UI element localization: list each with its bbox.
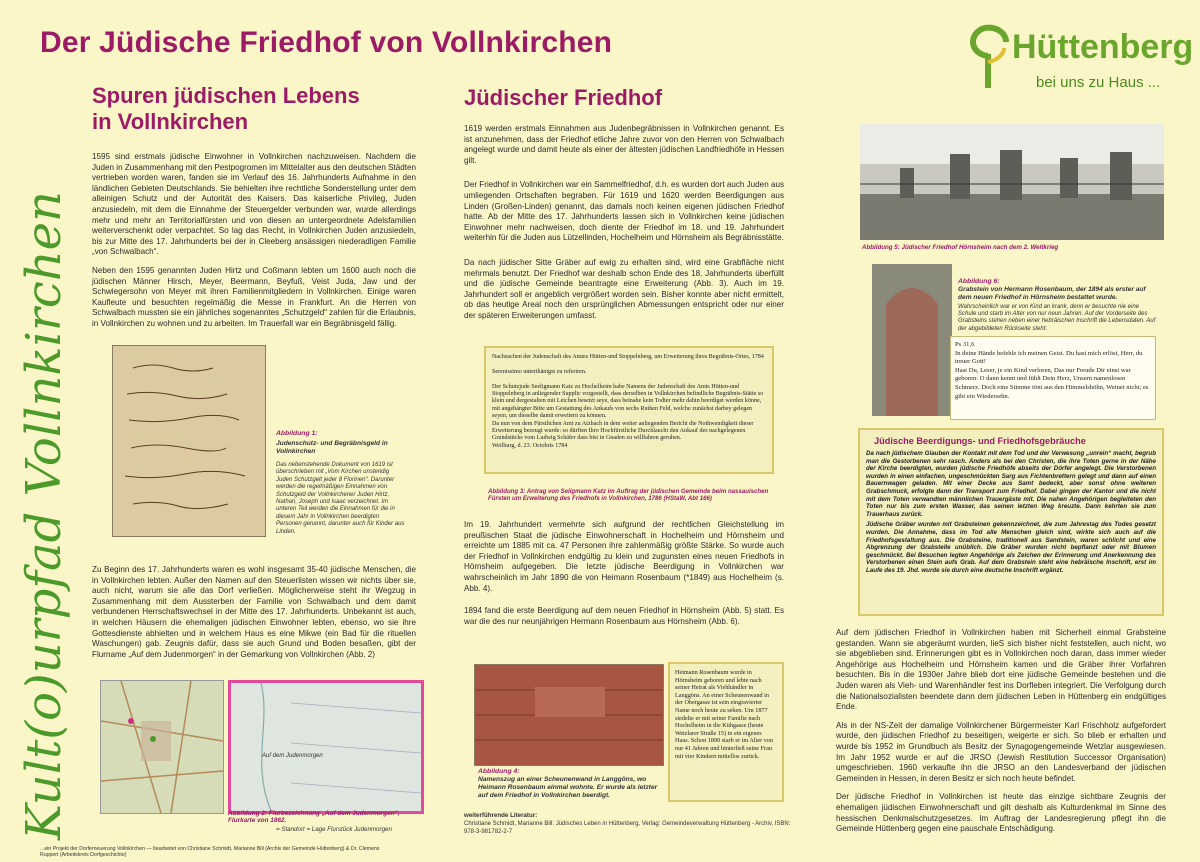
right-text-block bbox=[836, 628, 1166, 843]
left-heading-2: in Vollnkirchen bbox=[92, 109, 249, 134]
map-cadastral-image bbox=[231, 683, 421, 811]
logo-tagline: bei uns zu Haus ... bbox=[1036, 74, 1161, 91]
fig6-subtitle: Grabstein von Hermann Rosenbaum, der 1894 als erster auf dem neuen Friedhof in Hörnsheim bestattet wurde. bbox=[958, 286, 1146, 301]
parcel-marker-icon bbox=[128, 718, 134, 724]
mid-p1: 1619 werden erstmals Einnahmen aus Judenbegräbnissen in Vollnkirchen genannt. Es ist anzunehmen, dass der Friedhof etliche Jahre zuvor von den Herren von Schwalbach angelegt wurde und damit heute als einer der ältesten jüdischen Landfriedhöfe in Hessen gilt. bbox=[464, 124, 784, 165]
left-p3: Zu Beginn des 17. Jahrhunderts waren es wohl insgesamt 35-40 jüdische Menschen, die in Vollnkirchen lebten. Außer den Namen auf den Steuerlisten wissen wir nichts über sie, auch nicht, warum sie alle das Dorf verließen. Möglicherweise steht ihr Wegzug in Zusammenhang mit dem Aussterben der Familie von Schwalbach und dem damit verbundenen Herrschaftswechsel in der Mitte des 17. Jahrhunderts. Unbekannt ist auch, in welchen Häusern die ehemaligen jüdischen Einwohner lebten, ebenso, wo sie ihre Gottesdienste abhielten und in welchem Haus es eine Mikwe (ein Bad für die rituellen Waschungen) gab. Zeugnis dafür, dass sie auch Grund und Boden besaßen, gibt der Flurname „Auf dem Judenmorgen“ in der Gemarkung von Vollnkirchen (Abb. 2) bbox=[92, 565, 416, 659]
brick-wall-image bbox=[475, 665, 663, 765]
footer-credits: ...ein Projekt der Dorferneuerung Vollnkirchen — bearbeitet von Christiane Schmidt, Marianne Bill (Archiv der Gemeinde Hüttenberg) & Dr. Clemens Ruppert (Arbeitskreis Dorfgeschichte) bbox=[40, 846, 380, 858]
left-text-block-1 bbox=[92, 152, 416, 338]
literature-box bbox=[464, 812, 794, 836]
mid-text-block-2 bbox=[464, 520, 784, 635]
fig4-text: Namenszug an einer Scheunenwand in Langgöns, wo Heimann Rosenbaum einmal wohnte. Er wurde als letzter auf dem Friedhof in Vollnkirchen beerdigt. bbox=[478, 776, 658, 799]
right-p1: Auf dem jüdischen Friedhof in Vollnkirchen haben mit Sicherheit einmal Grabsteine gestanden. Wann sie abgeräumt wurden, lieS sich bisher nicht feststellen, auch nicht, wo sie abgeblieben sind. Erinnerungen gibt es in Vollnkirchen noch daran, dass immer wieder Angehörige aus Hochelheim und Hörnsheim kamen und die Gräber ihrer Vorfahren besuchten. Bis in die 1930er Jahre blieb dort eine jüdische Gemeinde bestehen und die Juden waren als Vieh- und Warenhändler fest ins Dorfleben integriert. Die Verfolgung durch die Nationalsozialisten beendete dann dem jüdischen Leben in Hüttenberg ein endgültiges Ende. bbox=[836, 628, 1166, 712]
customs-p2: Jüdische Gräber wurden mit Grabsteinen gekennzeichnet, die zum Jahrestag des Todes gesetzt wurden. Die Annahme, dass im Tod alle Menschen gleich sind, wirkte sich auch auf die Friedhofsgestaltung aus. Die Grabsteine, traditionell aus Sandstein, waren schlicht und eine Abgrenzung der Grabstelle unüblich. Die Gräber wurden nicht bepflanzt oder mit Blumen geschmückt. Bei Besuchen legten Angehörige als Zeichen der Erinnerung und Anerkennung des Verstorbenen einen Stein aufs Grab. Auf dem Grabstein steht eine hebräische Inschrift, erst im Laufe des 19. Jhd. wurde sie durch eine deutsche Inschrift ergänzt. bbox=[866, 521, 1156, 574]
fig2-caption: Abbildung 2: Flurbezeichnung „Auf dem Judenmorgen“, Flurkarte von 1862. bbox=[228, 810, 400, 824]
mid-p4: Im 19. Jahrhundert vermehrte sich aufgrund der rechtlichen Gleichstellung im preußischen Staat die jüdische Einwohnerschaft in Hochelheim und Hörnsheim und erreichte um 1885 mit ca. 47 Personen ihre zahlenmäßig größte Stärke. So wurde auch der Friedhof in Vollnkirchen endgültig zu klein und zugunsten eines neuen Friedhofs in Hörnsheim aufgegeben. Die letzte jüdische Beerdigung in Vollnkirchen war wahrscheinlich im Jahr 1890 die von Heimann Rosenbaum (*1849) aus Hochelheim (s. Abb. 4). bbox=[464, 520, 784, 593]
archive-quote-box: Nachsuchen der Judenschaft des Amtes Hütten-und Stoppelnberg, um Erweiterung ihres Begräbnis-Ortes, 1784 Serenissimo unterthänigst zu referiren. Der Schutzjude Seeligmann Katz zu Hochelheim habe Namens der Judenschaft des Amts Hütten-und Stoppelnberg in anliegender Supplic vorgestellt, dass derselben in Vollnkirchen befindliche Begräbnis-Stätte so klein und dergestalten mit Leichen besetzt seye, dass beinahe kein Todter mehr dahin beerdiget werden könne, mit angehängter Bitte um Gestattung des Ankaufs von sechs Ruthen Feld, welche zunächst darbey gelegen seyen, um dieselbe damit erweitern zu können. Da nun von dem Fürstlichen Amt zu Atzbach in dem weiter anliegenden Bericht die Nothwendigkeit dieser Erweiterung bezeugt wurde: so dürften Ihro Hochfürstliche Durchlaucht den Ankauf des nachgelegenen Grundstücks vom Ludwig Schäfer dass bist in Gnaden zu willfahren geruhen. Weilburg, d. 23. Octobris 1784 bbox=[484, 346, 774, 474]
fig4-info-box: Heimann Rosenbaum wurde in Hörnsheim geboren und lebte nach seiner Heirat als Viehhändler in Langgöns. An einer Scheunenwand in der Obergasse ist sein eingravierter Name noch heute zu sehen. Um 1877 siedelte er mit seiner Familie nach Hochelheim in die Kühgasse (heute Wetzlarer Straße 15) in ein eigenes Haus. Schon 1890 starb er im Alter von nur 41 Jahren und hinterließ seine Frau mit vier Kindern mittellos zurück. bbox=[668, 662, 784, 802]
mid-text-block-1 bbox=[464, 124, 784, 330]
mid-p2: Der Friedhof in Vollnkirchen war ein Sammelfriedhof, d.h. es wurden dort auch Juden aus umliegenden Ortschaften begraben. Für 1619 und 1620 werden Beerdigungen aus Linden (Großen-Linden) genannt, das damals noch keinen eigenen jüdischen Friedhof hatte. Ab der Mitte des 17. Jahrhunderts lassen sich in Vollnkirchen keine jüdischen Einwohner mehr nachweisen, doch diente der Friedhof im 18. und 19. Jahrhundert weiterhin für die Juden aus Lützellinden, Hochelheim und Hörnsheim als Begräbnisstätte. bbox=[464, 180, 784, 243]
fig5-caption: Abbildung 5: Jüdischer Friedhof Hörnsheim nach dem 2. Weltkrieg bbox=[862, 244, 1059, 251]
logo-wordmark: Hüttenberg bbox=[1012, 28, 1194, 66]
wall-inscription-photo bbox=[474, 664, 664, 766]
fig3-caption: Abbildung 3: Antrag von Seligmann Katz im Auftrag der jüdischen Gemeinde beim nassauischen Fürsten um Erweiterung des Friedhofs in Vollnkirchen, 1786 (HStaW, Abt 166) bbox=[488, 488, 769, 502]
mid-p5: 1894 fand die erste Beerdigung auf dem neuen Friedhof in Hörnsheim (Abb. 5) statt. Es war die des nur neunjährigen Hermann Rosenbaum aus Hörnsheim (Abb. 6). bbox=[464, 606, 784, 626]
right-p2: Als in der NS-Zeit der damalige Vollnkirchener Bürgermeister Karl Frischholz aufgefordert wurde, den jüdischen Friedhof zu beseitigen, weigerte er sich. So blieb er erhalten und wurde bis 1952 im Grundbuch als Besitz der Synagogengemeinde Wetzlar ausgewiesen. Im Jahr 1952 wurde er auf die JRSO (Jewish Restitution Successor Organisation) umgeschrieben. 1960 verkaufte ihn die JRSO an den Landesverband der jüdischen Gemeinden in Hessen, in deren Besitz er sich noch heute befindet. bbox=[836, 720, 1166, 783]
location-marker-icon bbox=[150, 736, 156, 742]
map-label: Auf dem Judenmorgen bbox=[262, 753, 323, 759]
map-overview-image bbox=[101, 681, 223, 813]
fig1-title: Abbildung 1: bbox=[276, 430, 318, 437]
cemetery-photo bbox=[860, 124, 1164, 240]
fig1-text: Das nebenstehende Dokument von 1619 ist überschrieben mit „Vom Kirchen unstendig Juden Schutzgelt jeder 8 Florinen“. Darunter werden die regelmäßigen Einnahmen von Schutzgeld der Vollnkirchener Juden Hirtz, Nathan, Joseph und Isaac verzeichnet. Im unteren Teil werden die Einnahmen für die in diesem Jahr in Vollnkirchen beerdigten Personen genannt, darunter auch für Kinder aus Linden. bbox=[276, 462, 405, 535]
left-p2: Neben den 1595 genannten Juden Hirtz und Coßmann lebten um 1600 auch noch die jüdischen Männer Hirsch, Meyer, Beermann, Beyfuß, Veist Juda, Jaw und der Schwiegersohn von Meyer mit ihren Familienmitgliedern in Vollnkirchen. Einige waren Kaufleute und besuchten regelmäßig die Messe in Frankfurt. An die Herren von Schwalbach mussten sie ein jährliches sogenanntes „Schutzgeld“ zahlen für die Erlaubnis, in Vollnkirchen zu wohnen und zu arbeiten. Im Trauerfall war ein Begräbnisgeld fällig. bbox=[92, 265, 416, 328]
manuscript-image bbox=[113, 346, 265, 536]
fig2-legend: = Standort = Lage Flurstück Judenmorgen bbox=[276, 826, 392, 833]
literature-heading: weiterführende Literatur: bbox=[464, 812, 538, 819]
left-heading-1: Spuren jüdischen Lebens bbox=[92, 83, 360, 108]
map-cadastral bbox=[228, 680, 424, 814]
mid-heading: Jüdischer Friedhof bbox=[464, 85, 663, 110]
vertical-title: Kult(o)urpfad Vollnkirchen bbox=[16, 191, 72, 840]
mid-p3: Da nach jüdischer Sitte Gräber auf ewig zu erhalten sind, wird eine Grabfläche nicht mehrmals benutzt. Der Friedhof war deshalb schon Ende des 18. Jahrhunderts überfüllt und die jüdische Gemeinde beantragte eine Erweiterung (Abb. 3). Auch im 19. Jahrhundert soll er angeblich vergrößert worden sein. Bisher konnte aber nicht ermittelt, ob das heutige Areal noch den ursprünglichen Abmessungen entspricht oder nur einer der späteren Erweiterungen umfasst. bbox=[464, 257, 784, 320]
tree-logo-icon bbox=[962, 24, 1014, 90]
fig6-text: Wahrscheinlich war er von Kind an krank, denn er besuchte nie eine Schule und starb im Alter von nur neun Jahren. Auf der Vorderseite des Grabsteins stehen neben einer hebräischen Inschrift die Lebensdaten. Auf der abgebildeten Rückseite steht: bbox=[958, 304, 1156, 332]
fig4-title: Abbildung 4: bbox=[478, 768, 520, 775]
left-p1: 1595 sind erstmals jüdische Einwohner in Vollnkirchen nachzuweisen. Nachdem die Juden in Zusammenhang mit den Pestpogromen im Mittelalter aus den deutschen Städten vertrieben worden waren, fanden sie im Verlauf des 16. Jahrhunderts Aufnahme in den ländlichen Gebieten Deutschlands. Sie behielten ihre rechtliche Sonderstellung unter dem alleinigen Schutz und der Autorität des Kaisers. Das kaiserliche Privileg, Juden anzusiedeln, mit dem die Einnahme der Steuergelder verbunden war, wurde allerdings mehr und mehr an Territorialfürsten und von diesen an untergeordnete Adelsfamilien weiterverschenkt oder verpachtet. So lag das Recht, in Vollnkirchen Juden anzusiedeln, bis zur Mitte des 17. Jahrhunderts bei der in Cleeberg ansässigen niederadligen Familie „von Schwalbach“. bbox=[92, 152, 416, 257]
fig1-subtitle: Judenschutz- und Begräbnisgeld in Vollnkirchen bbox=[276, 440, 388, 455]
page-title: Der Jüdische Friedhof von Vollnkirchen bbox=[40, 26, 613, 59]
right-p3: Der jüdische Friedhof in Vollnkirchen ist heute das einzige sichtbare Zeugnis der ehemaligen jüdischen Einwohnerschaft und gilt deshalb als Kulturdenkmal im Sinne des hessischen Denkmalschutzgesetzes. Im Auftrag der Landesregierung pflegt ihn die Gemeinde Hüttenberg gegen eine pauschale Entschädigung. bbox=[836, 792, 1166, 834]
psalm-box: Ps 31,6 In deine Hände befehle ich meinen Geist. Du hast mich erlöst, Herr, du treuer Gott! Hast Du, Leser, je ein Kind verloren, Das nur Freude Dir einst war geboren: O dann kennt und fühlt Dein Herz, Unsern namenlosen Schmerz. Doch eine Stimme tönt aus den Himmelshöhn, Weinet nicht; es gibt ein Wiedersehn. bbox=[950, 336, 1156, 420]
customs-p1: Da nach jüdischem Glauben der Kontakt mit dem Tod und der Verwesung „unrein“ macht, begrub man die Gestorbenen sehr rasch. Anders als bei den Christen, die ihre Toten gerne in der Nähe der Kirche beerdigten, wurden jüdische Friedhöfe abseits der Dörfer angelegt. Die Verstorbenen wurden in einen einfachen, ungeschmückten Sarg aus Fichtenbrettern gelegt und dann auf einen Bauernwagen geladen. Mit einer Decke aus Samt bedeckt, aber sonst ohne weiteren Grabschmuck, erfolgte dann der Transport zum Friedhof. Dabei gingen der Kantor und die nicht mit dem Toten verwandten männlichen Trauergäste mit. Die nahen Angehörigen begleiteten den Toten nur bis zum ersten Wasser, das seinen letzten Weg kreuzte. Dann kehrten sie zum Trauerhaus zurück. bbox=[866, 450, 1156, 518]
customs-heading: Jüdische Beerdigungs- und Friedhofsgebräuche bbox=[874, 436, 1086, 446]
cemetery-image bbox=[860, 124, 1164, 240]
map-overview bbox=[100, 680, 224, 814]
gravestone-image bbox=[872, 264, 952, 416]
fig6-title: Abbildung 6: bbox=[958, 278, 1000, 285]
customs-box bbox=[858, 428, 1164, 616]
literature-text: Christiane Schmidt, Marianne Bill: Jüdisches Leben in Hüttenberg, Verlag: Gemeindeverwaltung Hüttenberg - Archiv, ISBN: 978-3-981782-2-7 bbox=[464, 821, 791, 835]
gravestone-photo bbox=[872, 264, 952, 416]
document-photo bbox=[112, 345, 266, 537]
